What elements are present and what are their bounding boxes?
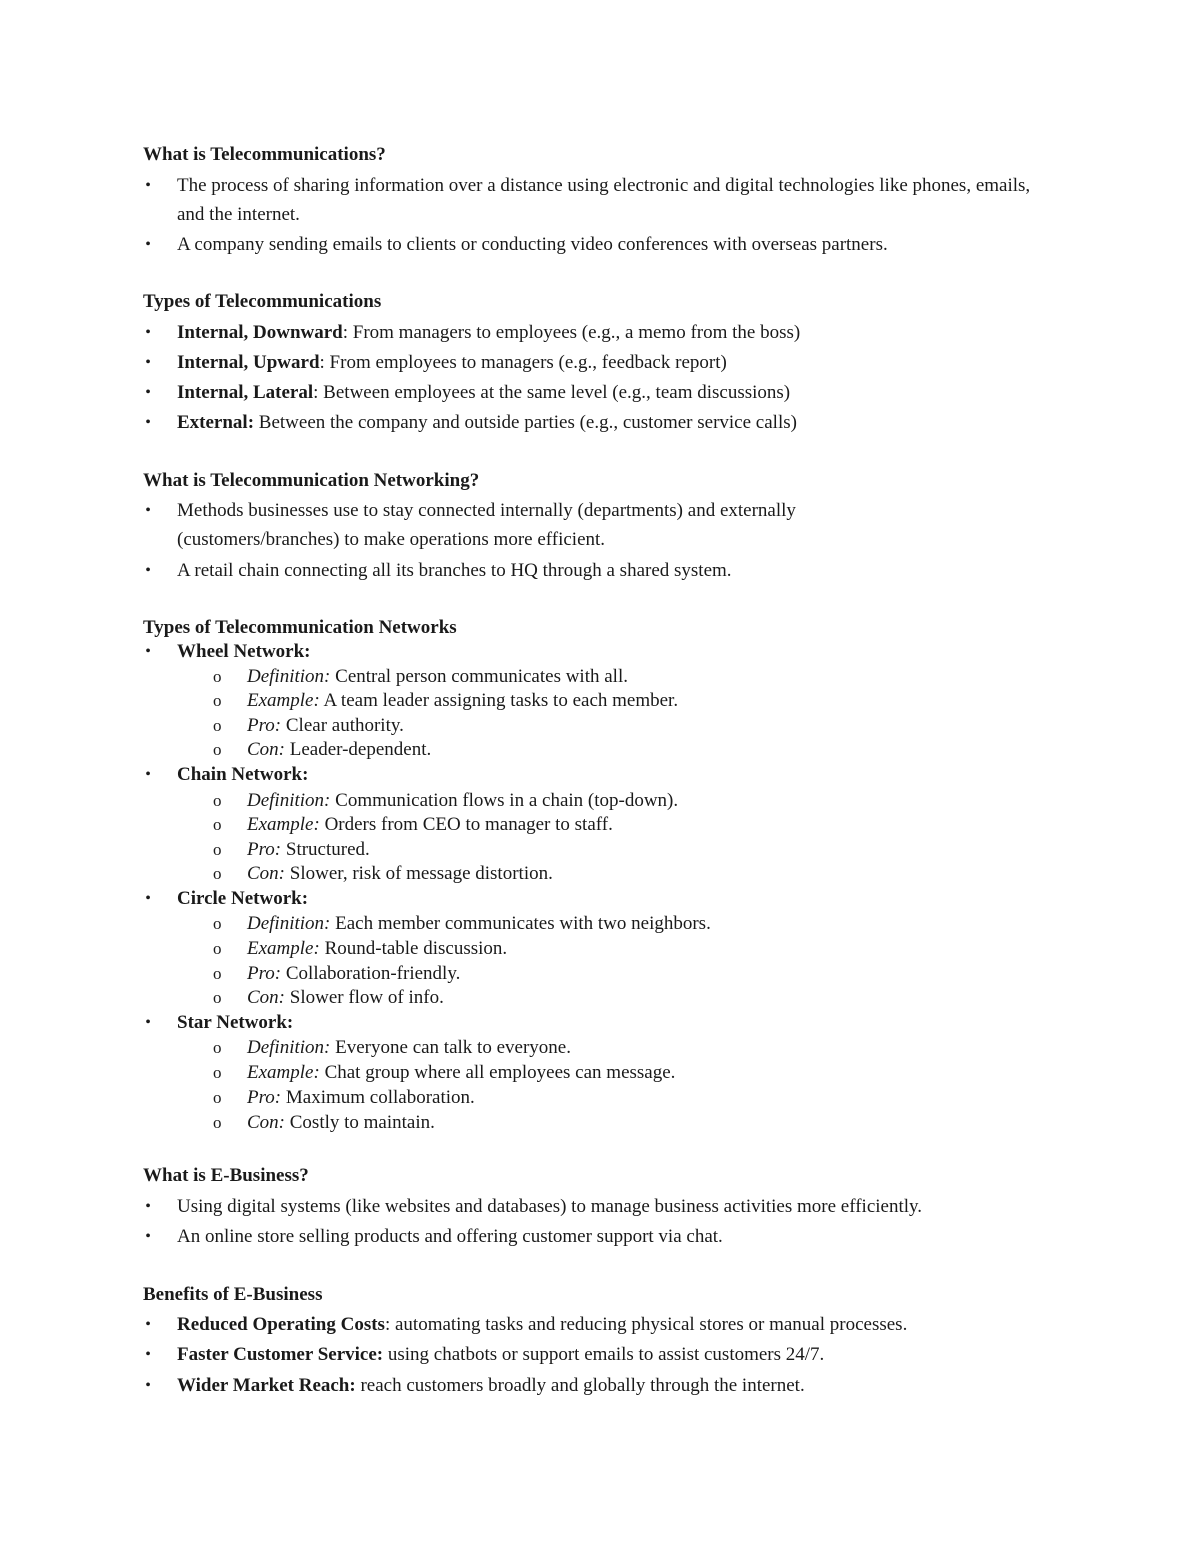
sub-item-pro	[213, 1086, 1013, 1110]
sub-bullet-icon: o	[213, 691, 222, 710]
term-description: : automating tasks and reducing physical stores or manual processes.	[384, 1314, 908, 1335]
heading-what-is-e-business: What is E-Business?	[143, 1165, 309, 1186]
sub-bullet-icon: o	[213, 1113, 222, 1132]
term-description: using chatbots or support emails to assist customers 24/7.	[383, 1344, 825, 1365]
sub-item-con	[213, 862, 1013, 886]
term: Internal, Upward	[177, 352, 320, 373]
sub-bullet-icon: o	[213, 815, 222, 834]
value: A team leader assigning tasks to each member.	[319, 690, 679, 711]
bullet-icon: •	[145, 1198, 151, 1215]
term-description: reach customers broadly and globally through the internet.	[355, 1375, 805, 1396]
term: Faster Customer Service:	[177, 1344, 384, 1365]
list-item	[143, 1192, 1033, 1221]
label-definition: Definition:	[247, 790, 331, 811]
sub-item-example	[213, 689, 1013, 713]
label-con: Con:	[247, 1112, 285, 1133]
value: Round-table discussion.	[319, 938, 508, 959]
label-example: Example:	[247, 938, 320, 959]
value: Structured.	[281, 839, 370, 860]
label-con: Con:	[247, 863, 285, 884]
heading-what-is-telecommunications: What is Telecommunications?	[143, 144, 386, 165]
label-definition: Definition:	[247, 913, 331, 934]
network-title: Circle Network:	[177, 888, 309, 909]
term: Internal, Downward	[177, 322, 343, 343]
bullet-icon: •	[145, 502, 151, 519]
label-definition: Definition:	[247, 1037, 331, 1058]
sub-bullet-icon: o	[213, 964, 222, 983]
list-item-text: Using digital systems (like websites and databases) to manage business activities more efficiently.	[177, 1196, 923, 1217]
value: Slower, risk of message distortion.	[285, 863, 553, 884]
bullet-icon: •	[145, 766, 151, 783]
sub-item-definition	[213, 912, 1013, 936]
sub-bullet-icon: o	[213, 716, 222, 735]
value: Everyone can talk to everyone.	[330, 1037, 571, 1058]
bullet-icon: •	[145, 384, 151, 401]
label-pro: Pro:	[247, 1087, 282, 1108]
value: Orders from CEO to manager to staff.	[319, 814, 613, 835]
label-con: Con:	[247, 739, 285, 760]
sub-item-example	[213, 937, 1013, 961]
sub-bullet-icon: o	[213, 1063, 222, 1082]
bullet-icon: •	[145, 1377, 151, 1394]
value: Costly to maintain.	[285, 1112, 435, 1133]
value: Chat group where all employees can message.	[319, 1062, 676, 1083]
list-item-wheel-network	[143, 640, 1033, 664]
sub-item-example	[213, 1061, 1013, 1085]
term-description: : From managers to employees (e.g., a memo from the boss)	[342, 322, 801, 343]
sub-item-definition	[213, 789, 1013, 813]
bullet-icon: •	[145, 324, 151, 341]
heading-what-is-telecommunication-networking: What is Telecommunication Networking?	[143, 470, 480, 491]
sub-item-con	[213, 738, 1013, 762]
list-item	[143, 1310, 1033, 1339]
label-con: Con:	[247, 987, 285, 1008]
list-item	[143, 1340, 1033, 1369]
bullet-icon: •	[145, 177, 151, 194]
bullet-icon: •	[145, 890, 151, 907]
sub-bullet-icon: o	[213, 791, 222, 810]
term-description: : From employees to managers (e.g., feedback report)	[319, 352, 727, 373]
list-item	[143, 1371, 1033, 1400]
list-item	[143, 408, 1033, 437]
value: Central person communicates with all.	[330, 666, 628, 687]
bullet-icon: •	[145, 354, 151, 371]
sub-bullet-icon: o	[213, 1088, 222, 1107]
term: Internal, Lateral	[177, 382, 314, 403]
label-example: Example:	[247, 814, 320, 835]
list-item-star-network	[143, 1011, 1033, 1035]
list-item-text: An online store selling products and offering customer support via chat.	[177, 1226, 723, 1247]
list-item-text: Methods businesses use to stay connected internally (departments) and externally (customers/branches) to make operations more efficient.	[177, 500, 796, 550]
list-item	[143, 171, 1033, 229]
value: Clear authority.	[281, 715, 404, 736]
list-item	[143, 348, 1033, 377]
list-item-text: The process of sharing information over a distance using electronic and digital technologies like phones, emails, and the internet.	[177, 175, 1031, 225]
network-title: Chain Network:	[177, 764, 309, 785]
label-example: Example:	[247, 1062, 320, 1083]
bullet-icon: •	[145, 643, 151, 660]
list-item	[143, 230, 1033, 259]
sub-bullet-icon: o	[213, 740, 222, 759]
sub-item-definition	[213, 1036, 1013, 1060]
term: Reduced Operating Costs	[177, 1314, 385, 1335]
term-description: : Between employees at the same level (e.g., team discussions)	[313, 382, 791, 403]
heading-benefits-of-e-business: Benefits of E-Business	[143, 1284, 323, 1305]
list-item	[143, 378, 1033, 407]
sub-bullet-icon: o	[213, 667, 222, 686]
term-description: Between the company and outside parties (e.g., customer service calls)	[254, 412, 797, 433]
bullet-icon: •	[145, 562, 151, 579]
sub-item-con	[213, 1111, 1013, 1135]
sub-item-example	[213, 813, 1013, 837]
list-item-circle-network	[143, 887, 1033, 911]
value: Collaboration-friendly.	[281, 963, 461, 984]
list-item	[143, 318, 1033, 347]
sub-bullet-icon: o	[213, 864, 222, 883]
value: Maximum collaboration.	[281, 1087, 475, 1108]
bullet-icon: •	[145, 1228, 151, 1245]
sub-bullet-icon: o	[213, 939, 222, 958]
label-definition: Definition:	[247, 666, 331, 687]
label-pro: Pro:	[247, 963, 282, 984]
sub-bullet-icon: o	[213, 1038, 222, 1057]
list-item	[143, 496, 903, 554]
list-item	[143, 556, 1033, 585]
sub-bullet-icon: o	[213, 988, 222, 1007]
sub-item-pro	[213, 962, 1013, 986]
heading-types-of-telecommunication-networks: Types of Telecommunication Networks	[143, 617, 457, 638]
sub-bullet-icon: o	[213, 914, 222, 933]
value: Leader-dependent.	[285, 739, 432, 760]
network-title: Star Network:	[177, 1012, 294, 1033]
value: Communication flows in a chain (top-down).	[330, 790, 679, 811]
network-title: Wheel Network:	[177, 641, 311, 662]
list-item-text: A company sending emails to clients or conducting video conferences with overseas partners.	[177, 234, 888, 255]
sub-item-pro	[213, 838, 1013, 862]
bullet-icon: •	[145, 236, 151, 253]
term: External:	[177, 412, 255, 433]
label-pro: Pro:	[247, 839, 282, 860]
label-example: Example:	[247, 690, 320, 711]
bullet-icon: •	[145, 1316, 151, 1333]
value: Slower flow of info.	[285, 987, 444, 1008]
sub-item-con	[213, 986, 1013, 1010]
sub-item-definition	[213, 665, 1013, 689]
bullet-icon: •	[145, 1346, 151, 1363]
label-pro: Pro:	[247, 715, 282, 736]
sub-bullet-icon: o	[213, 840, 222, 859]
list-item-chain-network	[143, 763, 1033, 787]
list-item-text: A retail chain connecting all its branches to HQ through a shared system.	[177, 560, 732, 581]
value: Each member communicates with two neighbors.	[330, 913, 711, 934]
bullet-icon: •	[145, 414, 151, 431]
term: Wider Market Reach:	[177, 1375, 356, 1396]
sub-item-pro	[213, 714, 1013, 738]
bullet-icon: •	[145, 1014, 151, 1031]
list-item	[143, 1222, 1033, 1251]
heading-types-of-telecommunications: Types of Telecommunications	[143, 291, 382, 312]
